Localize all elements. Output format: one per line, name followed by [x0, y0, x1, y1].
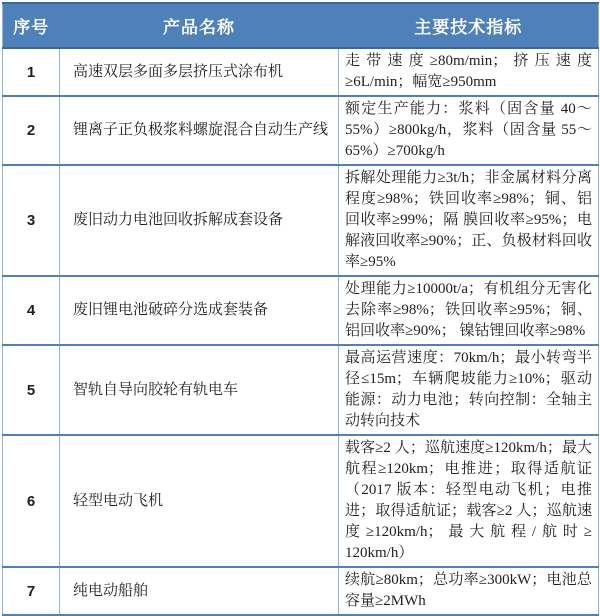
row-index-cell: 7	[3, 567, 60, 615]
row-index-cell: 1	[3, 48, 60, 96]
tech-specs-cell: 拆解处理能力≥3t/h；非金属材料分离程度≥98%；铁回收率≥98%；铜、铝回收率≥99%；隔 膜回收率≥95%；电解液回收率≥90%；正、负极材料回收率≥95%	[339, 165, 599, 276]
tech-specs-cell: 额定生产能力：浆料（固含量 40～55%）≥800kg/h，浆料（固含量 55～65%）≥700kg/h	[339, 96, 599, 165]
tech-specs-cell: 最高运营速度：70km/h；最小转弯半径≤15m；车辆爬坡能力≥10%；驱动能源：动力电池；转向控制：全轴主动转向技术	[339, 345, 599, 435]
row-index-cell: 5	[3, 345, 60, 435]
table-row	[3, 345, 599, 435]
product-name-cell: 纯电动船舶	[60, 567, 339, 615]
product-name-cell: 废旧动力电池回收拆解成套设备	[60, 165, 339, 276]
tech-specs-cell: 走带速度≥80m/min；挤压速度≥6L/min；幅宽≥950mm	[339, 48, 599, 96]
table-row	[3, 276, 599, 345]
product-name-cell: 高速双层多面多层挤压式涂布机	[60, 48, 339, 96]
row-index-cell: 3	[3, 165, 60, 276]
table-row	[3, 96, 599, 165]
column-header-product-name: 产品名称	[60, 3, 339, 48]
table-row	[3, 165, 599, 276]
tech-specs-cell: 处理能力≥10000t/a；有机组分无害化去除率≥98%；铁回收率≥95%；铜、铝回收率≥90%； 镍钴锂回收率≥98%	[339, 276, 599, 345]
tech-specs-cell: 续航≥80km；总功率≥300kW；电池总容量≥2MWh	[339, 567, 599, 615]
row-index-cell: 2	[3, 96, 60, 165]
column-header-tech-specs: 主要技术指标	[339, 3, 599, 48]
header-row	[3, 3, 599, 48]
product-name-cell: 轻型电动飞机	[60, 435, 339, 567]
product-name-cell: 智轨自导向胶轮有轨电车	[60, 345, 339, 435]
product-name-cell: 锂离子正负极浆料螺旋混合自动生产线	[60, 96, 339, 165]
table-row	[3, 435, 599, 567]
table-body	[3, 48, 599, 615]
table-row	[3, 567, 599, 615]
product-spec-table	[2, 2, 599, 616]
column-header-index: 序号	[3, 3, 60, 48]
row-index-cell: 6	[3, 435, 60, 567]
product-name-cell: 废旧锂电池破碎分选成套装备	[60, 276, 339, 345]
row-index-cell: 4	[3, 276, 60, 345]
tech-specs-cell: 载客≥2 人；巡航速度≥120km/h；最大航程≥120km；电推进；取得适航证（2017 版本：轻型电动飞机；电推进；取得适航证；载客≥2 人；巡航速度≥120km/h；最大航程/航时≥ 120km/h）	[339, 435, 599, 567]
table-row	[3, 48, 599, 96]
